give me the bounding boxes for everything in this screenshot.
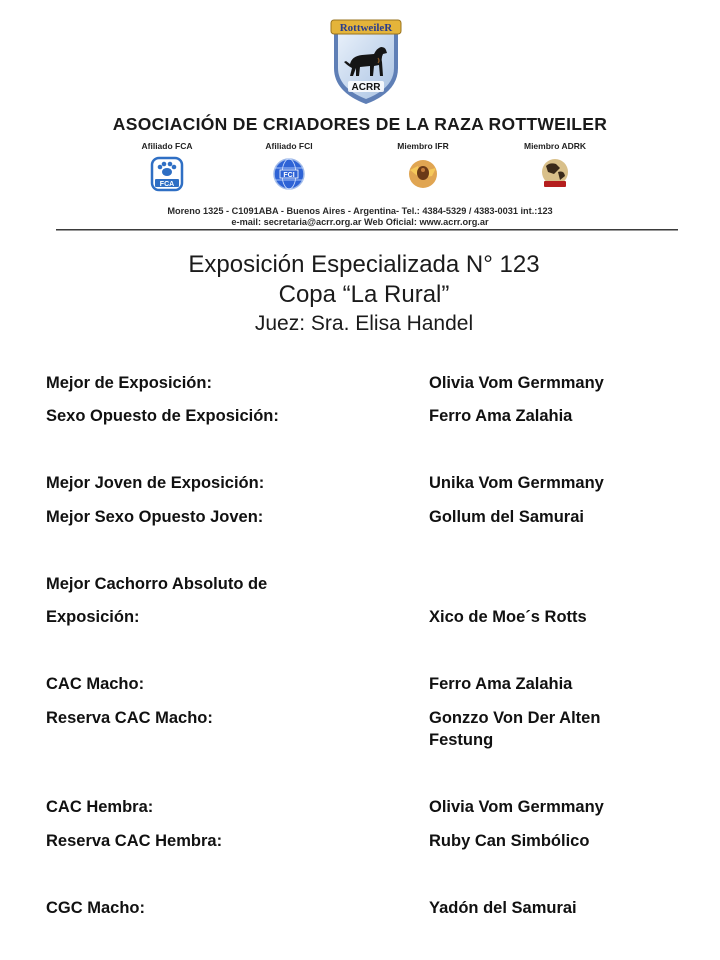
- fca-paw-icon: [150, 156, 184, 192]
- award-label: Sexo Opuesto de Exposición:: [46, 407, 279, 425]
- affiliation-label: Miembro IFR: [397, 141, 449, 151]
- fci-globe-icon: [272, 156, 306, 192]
- address-block: [0, 206, 720, 228]
- award-label: Exposición:: [46, 608, 140, 626]
- award-label: CAC Macho:: [46, 675, 145, 693]
- ifr-globe-icon: [406, 156, 440, 192]
- affiliation-label: Miembro ADRK: [523, 141, 587, 151]
- winner-name: Gollum del Samurai: [429, 508, 584, 526]
- winner-name: Olivia Vom Germmany: [429, 374, 604, 392]
- winner-name: Ferro Ama Zalahia: [429, 675, 573, 693]
- winner-name: Xico de Moe´s Rotts: [429, 608, 587, 626]
- award-label: Mejor Joven de Exposición:: [46, 474, 265, 492]
- winner-name: Olivia Vom Germmany: [429, 798, 604, 816]
- address-line: Moreno 1325 - C1091ABA - Buenos Aires - Argentina- Tel.: 4384-5329 / 4383-0031 int.:123: [167, 206, 553, 216]
- adrk-globe-icon: [538, 156, 572, 192]
- affiliation-ifr: [368, 140, 478, 192]
- affiliation-fci: [234, 140, 344, 192]
- svg-text:RottweileR: RottweileR: [339, 22, 393, 34]
- event-cup-name: Copa “La Rural”: [278, 281, 450, 308]
- affiliations-row: [0, 140, 720, 200]
- winner-name: Ruby Can Simbólico: [429, 832, 590, 850]
- svg-text:ACRR: ACRR: [351, 82, 381, 93]
- affiliation-label: Afiliado FCA: [141, 141, 193, 151]
- award-label: Reserva CAC Hembra:: [46, 832, 223, 850]
- award-label: Reserva CAC Macho:: [46, 709, 213, 727]
- affiliation-fca: [112, 140, 222, 192]
- award-label: Mejor de Exposición:: [46, 374, 212, 392]
- svg-text:FCA: FCA: [159, 181, 175, 188]
- award-label: Mejor Sexo Opuesto Joven:: [46, 508, 264, 526]
- event-title: Exposición Especializada N° 123: [188, 251, 540, 278]
- winner-name: Yadón del Samurai: [429, 899, 577, 917]
- svg-text:FCI: FCI: [283, 172, 295, 179]
- winner-name: Gonzzo Von Der Alten: [429, 709, 601, 727]
- event-judge: Juez: Sra. Elisa Handel: [254, 312, 474, 335]
- contact-line: e-mail: secretaria@acrr.org.ar Web Oficial: www.acrr.org.ar: [231, 217, 489, 227]
- award-label: CGC Macho:: [46, 899, 145, 917]
- affiliation-adrk: [500, 140, 610, 192]
- event-title-block: [0, 250, 720, 338]
- winner-name: Unika Vom Germmany: [429, 474, 604, 492]
- award-label: CAC Hembra:: [46, 798, 154, 816]
- affiliation-label: Afiliado FCI: [265, 141, 313, 151]
- header-divider: [56, 229, 678, 231]
- acrr-logo: [330, 18, 402, 106]
- winner-name: Festung: [429, 731, 494, 749]
- winner-name: Ferro Ama Zalahia: [429, 407, 573, 425]
- rottweiler-shield-icon: [330, 18, 402, 106]
- award-label: Mejor Cachorro Absoluto de: [46, 575, 268, 593]
- organization-name: ASOCIACIÓN DE CRIADORES DE LA RAZA ROTTWEILER: [112, 114, 608, 134]
